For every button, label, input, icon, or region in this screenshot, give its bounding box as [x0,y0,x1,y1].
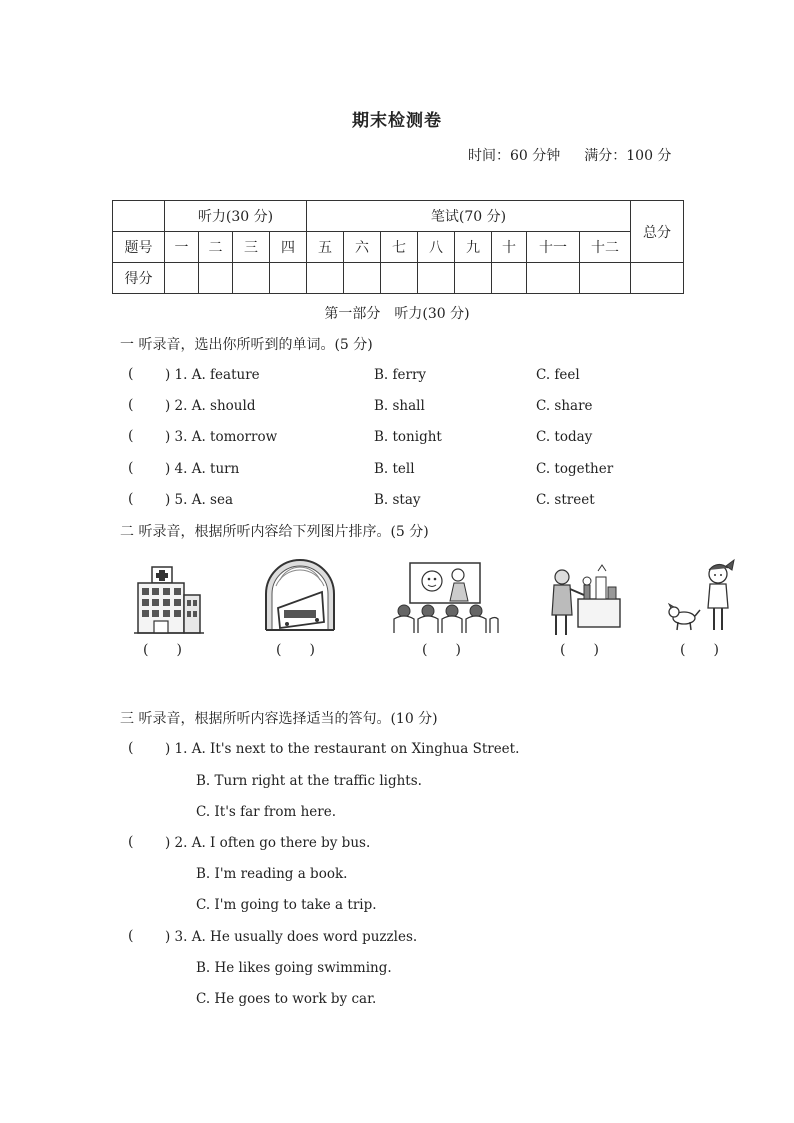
answer-paren-open[interactable]: ( [128,928,134,944]
total-score-cell[interactable] [631,263,684,294]
score-table [112,200,684,294]
picture-answer-blank[interactable]: ( ) [276,642,315,658]
total-header: 总分 [631,201,684,263]
answer-paren-open[interactable]: ( [128,834,134,850]
num-cell: 六 [344,232,381,263]
num-cell: 十一 [527,232,580,263]
answer-paren-open[interactable]: ( [128,491,134,507]
score-cell[interactable] [492,263,527,294]
score-cell[interactable] [199,263,233,294]
row-label-score: 得分 [113,263,165,294]
girl-with-dog-picture [668,558,740,636]
picture-answer-blank[interactable]: ( ) [680,642,719,658]
time-limit: 时间：60 分钟 [468,148,561,164]
answer-paren-open[interactable]: ( [128,397,134,413]
option-c: C. share [536,398,593,414]
option-b: B. shall [374,398,425,414]
picture-answer-blank[interactable]: ( ) [143,642,182,658]
option-b: B. tell [374,461,415,477]
num-cell: 五 [307,232,344,263]
writing-header: 笔试(70 分) [307,201,631,232]
option-b: B. I'm reading a book. [196,866,348,882]
num-cell: 三 [233,232,270,263]
num-cell: 七 [381,232,418,263]
question-option-a: ) 3. A. tomorrow [165,429,278,445]
question-option-a: ) 1. A. It's next to the restaurant on Xinghua Street. [165,741,520,757]
full-score: 满分：100 分 [584,148,672,164]
num-cell: 十二 [580,232,631,263]
page-title: 期末检测卷 [352,111,442,131]
num-cell: 八 [418,232,455,263]
option-c: C. today [536,429,593,445]
row-label-number: 题号 [113,232,165,263]
option-b: B. stay [374,492,421,508]
option-b: B. Turn right at the traffic lights. [196,773,422,789]
num-cell: 一 [165,232,199,263]
section3-heading: 三 听录音，根据所听内容选择适当的答句。(10 分) [120,711,438,727]
answer-paren-open[interactable]: ( [128,428,134,444]
option-b: B. ferry [374,367,427,383]
num-cell: 四 [270,232,307,263]
cinema-picture [392,561,500,635]
score-cell[interactable] [344,263,381,294]
question-option-a: ) 4. A. turn [165,461,240,477]
option-c: C. street [536,492,595,508]
answer-paren-open[interactable]: ( [128,460,134,476]
part-title: 第一部分 听力(30 分) [324,306,470,322]
section1-heading: 一 听录音，选出你所听到的单词。(5 分) [120,337,373,353]
score-cell[interactable] [455,263,492,294]
question-option-a: ) 5. A. sea [165,492,234,508]
score-cell[interactable] [307,263,344,294]
hospital-picture [134,563,204,635]
listening-header: 听力(30 分) [165,201,307,232]
score-cell[interactable] [418,263,455,294]
score-cell[interactable] [527,263,580,294]
exam-meta [468,145,673,165]
picture-answer-blank[interactable]: ( ) [422,642,461,658]
option-c: C. together [536,461,614,477]
num-cell: 九 [455,232,492,263]
score-cell[interactable] [580,263,631,294]
question-option-a: ) 3. A. He usually does word puzzles. [165,929,418,945]
option-c: C. feel [536,367,580,383]
answer-paren-open[interactable]: ( [128,740,134,756]
option-c: C. It's far from here. [196,804,336,820]
score-cell[interactable] [233,263,270,294]
num-cell: 十 [492,232,527,263]
question-option-a: ) 2. A. I often go there by bus. [165,835,371,851]
train-tunnel-picture [262,556,338,632]
answer-paren-open[interactable]: ( [128,366,134,382]
option-c: C. He goes to work by car. [196,991,377,1007]
corner-cell [113,201,165,232]
picture-answer-blank[interactable]: ( ) [560,642,599,658]
scientist-lab-picture [548,563,624,637]
score-cell[interactable] [270,263,307,294]
question-option-a: ) 2. A. should [165,398,256,414]
section2-heading: 二 听录音，根据所听内容给下列图片排序。(5 分) [120,524,429,540]
option-b: B. He likes going swimming. [196,960,392,976]
option-b: B. tonight [374,429,442,445]
num-cell: 二 [199,232,233,263]
question-option-a: ) 1. A. feature [165,367,260,383]
score-cell[interactable] [165,263,199,294]
score-cell[interactable] [381,263,418,294]
option-c: C. I'm going to take a trip. [196,897,377,913]
